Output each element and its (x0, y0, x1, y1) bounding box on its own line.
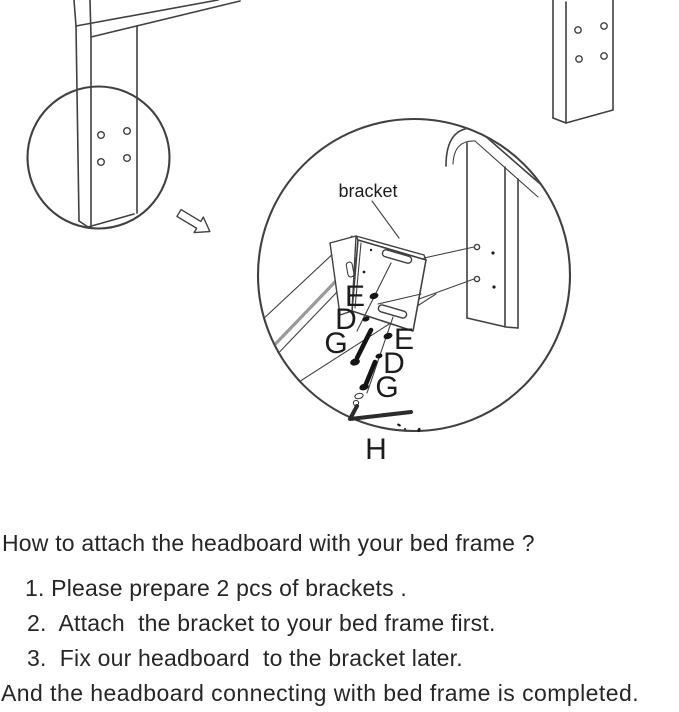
post-hole (601, 23, 607, 29)
callout-label-h: H (365, 433, 387, 466)
callout-label-d2: D (383, 347, 405, 380)
washer-d (375, 353, 383, 360)
speck (404, 428, 406, 430)
completion-note: And the headboard connecting with bed frame is completed. (1, 680, 640, 706)
post-hole (491, 251, 494, 254)
callout-label-d1: D (335, 303, 357, 336)
pointer-arrow (174, 205, 214, 239)
washer-under-key (354, 392, 363, 399)
detail-circle-small (28, 87, 170, 229)
headboard-leg-drawing (74, 0, 240, 227)
allen-key (350, 406, 411, 419)
post-leader-line (419, 279, 474, 299)
post-hole (474, 276, 479, 281)
callout-label-e2: E (393, 323, 415, 356)
bracket-label: bracket (338, 181, 398, 201)
callout-label-g2: G (375, 371, 399, 404)
step-item-2: 2. Attach the bracket to your bed frame first. (27, 610, 496, 636)
post-hole (576, 56, 582, 62)
instructions-heading: How to attach the headboard with your bed frame ? (2, 530, 535, 556)
leg-hole (124, 128, 131, 135)
leg-hole (98, 132, 105, 139)
speck (397, 423, 402, 427)
leg-hole (98, 159, 105, 166)
bed-post-drawing (446, 128, 546, 328)
leg-hole (124, 155, 131, 162)
step-item-1: 1. Please prepare 2 pcs of brackets . (25, 575, 407, 601)
callout-label-e1: E (344, 280, 366, 313)
headboard-post-right (553, 0, 613, 123)
bolt-g (357, 330, 371, 358)
post-hole (474, 244, 479, 249)
callout-label-g1: G (324, 327, 348, 360)
washer-e (383, 332, 394, 341)
step-item-3: 3. Fix our headboard to the bracket later. (27, 645, 463, 671)
bracket-leader-line (372, 201, 399, 238)
post-hole (601, 53, 607, 59)
post-hole (575, 27, 581, 33)
post-hole (492, 285, 495, 288)
